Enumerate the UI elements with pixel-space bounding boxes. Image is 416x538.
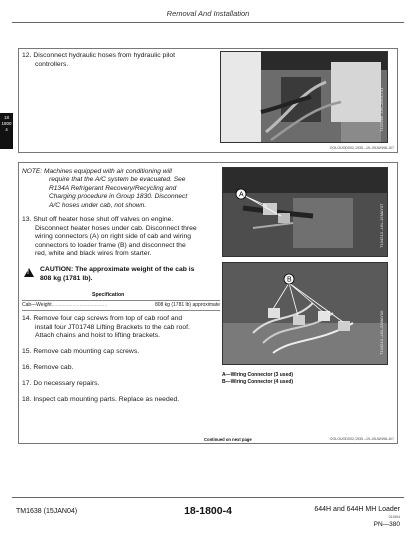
wiring-connectors-a-photo (222, 167, 388, 257)
legend (222, 372, 293, 386)
spec-title: Specification (92, 292, 125, 298)
step-18: 18. Inspect cab mounting parts. Replace as needed. (22, 396, 180, 403)
ref-code-1: OOLOUOD002,1935 –19–05JUN98–5/7 (329, 146, 394, 150)
footer-page-number: 18-1800-4 (184, 505, 232, 517)
ac-note: NOTE: Machines equipped with air conditioning will require that the A/C system be evacuated. See R134A Refrigerant Recovery/Recycling and Charging procedure in Group 1830. Disconnect A/C hoses under cab, not shown. (22, 168, 188, 209)
step-12: 12. Disconnect hydraulic hoses from hydraulic pilot controllers. (22, 52, 176, 68)
photo-1-id: T152048 –UN–29OCT01 (379, 87, 384, 132)
spec-dots: ........................................ (51, 302, 108, 308)
caution-exclamation-icon: ! (27, 270, 29, 276)
spec-label: Cab—Weight (22, 302, 52, 308)
spec-rule-bottom (22, 310, 220, 311)
caution-icon (24, 268, 34, 277)
spec-value: 808 kg (1781 lb) approximate (154, 302, 220, 308)
caution-text: CAUTION: The approximate weight of the cab is 808 kg (1781 lb). (40, 266, 195, 282)
photo-3-id: T134214 –UN–23MAY00 (379, 310, 384, 355)
footer-manual-id: TM1638 (15JAN04) (16, 508, 78, 515)
step-14: 14. Remove four cap screws from top of cab roof and install four JT01748 Lifting Brackets to the cab roof. Attach chains and hoist to lifting brackets. (22, 315, 190, 340)
side-tab-line3: 4 (5, 127, 8, 132)
section-side-tab (0, 113, 13, 149)
legend-b: B—Wiring Connector (4 used) (222, 379, 294, 385)
side-tab-line1: 18 (3, 115, 9, 120)
step-15: 15. Remove cab mounting cap screws. (22, 348, 140, 355)
footer-machine: 644H and 644H MH Loader (314, 506, 400, 513)
footer-date-code: 011504 (388, 515, 400, 519)
photo-label-a: A (239, 191, 244, 199)
step-13: 13. Shut off heater hose shut off valves on engine. Disconnect heater hoses under cab. Disconnect three wiring connectors (A) on right side of cab and wiring connectors to loader frame (B) and disconnect the red, white and black wires from starter. (22, 216, 197, 258)
footer-rule (12, 497, 404, 498)
footer-pn: PN—380 (373, 521, 400, 528)
page-header-title: Removal And Installation (166, 9, 250, 18)
continued-note: Continued on next page (204, 437, 252, 442)
spec-rule-top (22, 300, 220, 301)
step-17: 17. Do necessary repairs. (22, 380, 100, 387)
side-tab-line2: 1800 (1, 121, 12, 126)
wiring-connectors-b-photo (222, 262, 388, 365)
photo-2-id: T134213 –UN–15MAY07 (379, 203, 384, 248)
hydraulic-controllers-photo (220, 51, 388, 143)
header-rule (12, 22, 404, 23)
legend-a: A—Wiring Connector (3 used) (222, 372, 294, 378)
spec-row (22, 302, 220, 308)
step-16: 16. Remove cab. (22, 364, 74, 371)
photo-label-b: B (287, 276, 292, 284)
ref-code-2: OOLOUOD002,1935 –19–05JUN98–6/7 (329, 437, 394, 441)
